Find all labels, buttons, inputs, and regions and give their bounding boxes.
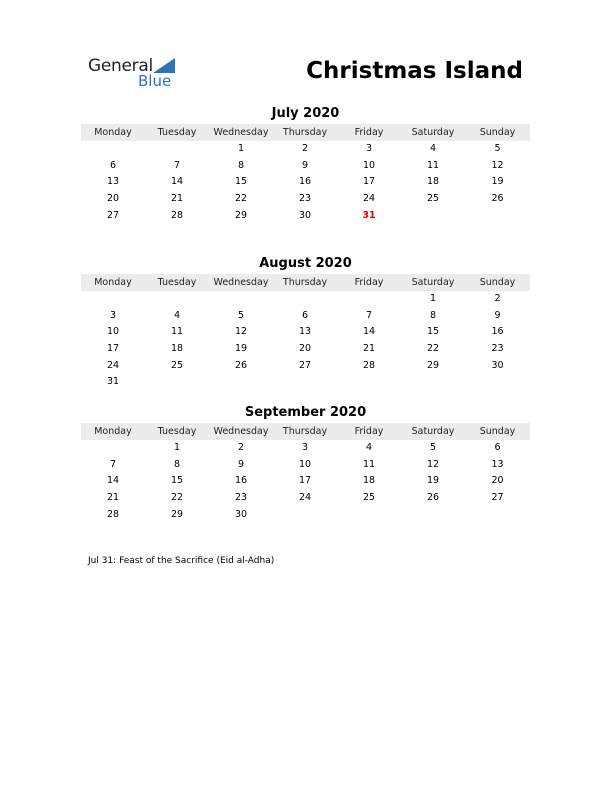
weekday-label: Friday xyxy=(354,127,384,138)
day-cell: 24 xyxy=(298,492,312,504)
week-row xyxy=(81,473,530,490)
day-cell xyxy=(209,374,273,391)
day-cell: 12 xyxy=(426,458,440,470)
weekday-label: Monday xyxy=(94,127,132,138)
day-cell xyxy=(273,291,337,308)
day-cell: 20 xyxy=(298,343,312,355)
holiday-day-cell: 31 xyxy=(362,209,376,221)
day-cell: 24 xyxy=(362,193,376,205)
day-cell: 12 xyxy=(491,159,504,171)
weekday-header xyxy=(81,124,530,141)
day-cell: 15 xyxy=(426,326,440,338)
weekday-label: Monday xyxy=(94,277,132,288)
day-cell: 27 xyxy=(298,359,312,371)
day-cell xyxy=(273,507,337,524)
week-row xyxy=(81,341,530,358)
day-cell: 30 xyxy=(234,508,248,520)
weekday-label: Tuesday xyxy=(157,426,197,437)
month-september xyxy=(81,405,530,523)
day-cell: 20 xyxy=(491,475,504,487)
day-cell: 14 xyxy=(170,176,184,188)
day-cell: 1 xyxy=(173,442,181,453)
day-cell xyxy=(465,208,530,225)
day-cell: 29 xyxy=(170,508,184,520)
day-cell: 11 xyxy=(362,458,376,470)
weekday-label: Saturday xyxy=(411,277,455,288)
day-cell: 16 xyxy=(298,176,312,188)
day-cell: 28 xyxy=(362,359,376,371)
day-cell: 14 xyxy=(362,326,376,338)
page-title: Christmas Island xyxy=(306,58,523,84)
day-cell: 30 xyxy=(491,359,504,371)
day-cell xyxy=(337,507,401,524)
day-cell xyxy=(401,208,465,225)
day-cell: 14 xyxy=(106,475,120,487)
day-cell: 15 xyxy=(170,475,184,487)
weekday-label: Wednesday xyxy=(213,127,269,138)
day-cell: 7 xyxy=(173,159,181,171)
day-cell: 19 xyxy=(491,176,504,188)
day-cell: 20 xyxy=(106,193,120,205)
day-cell: 26 xyxy=(426,492,440,504)
day-cell: 5 xyxy=(429,442,437,453)
day-cell: 10 xyxy=(106,326,120,338)
weekday-label: Tuesday xyxy=(157,127,197,138)
day-cell: 6 xyxy=(109,159,117,171)
day-cell: 23 xyxy=(234,492,248,504)
day-cell xyxy=(81,440,145,457)
month-august xyxy=(81,256,530,391)
day-cell xyxy=(337,374,401,391)
week-row xyxy=(81,191,530,208)
day-cell: 3 xyxy=(301,442,309,453)
day-cell: 27 xyxy=(106,209,120,221)
day-cell: 29 xyxy=(234,209,248,221)
day-cell: 26 xyxy=(234,359,248,371)
day-cell: 8 xyxy=(237,159,245,171)
logo-word-blue: Blue xyxy=(138,72,172,90)
day-cell: 2 xyxy=(494,293,501,304)
day-cell: 28 xyxy=(106,508,120,520)
weekday-label: Wednesday xyxy=(213,277,269,288)
day-cell: 12 xyxy=(234,326,248,338)
day-cell: 4 xyxy=(365,442,373,453)
day-cell: 28 xyxy=(170,209,184,221)
week-row xyxy=(81,374,530,391)
day-cell: 1 xyxy=(237,143,245,154)
day-cell: 21 xyxy=(170,193,184,205)
weekday-header xyxy=(81,423,530,440)
week-row xyxy=(81,208,530,225)
day-cell: 4 xyxy=(429,143,437,154)
weekday-label: Friday xyxy=(354,426,384,437)
day-cell: 7 xyxy=(365,309,373,321)
weekday-label: Thursday xyxy=(282,127,328,138)
month-title: September 2020 xyxy=(244,405,367,420)
day-cell: 29 xyxy=(426,359,440,371)
day-cell: 2 xyxy=(237,442,245,453)
day-cell xyxy=(465,507,530,524)
week-row xyxy=(81,291,530,308)
week-row xyxy=(81,324,530,341)
day-cell xyxy=(145,374,209,391)
weekday-label: Friday xyxy=(354,277,384,288)
day-cell: 6 xyxy=(301,309,309,321)
day-cell: 13 xyxy=(106,176,120,188)
day-cell: 13 xyxy=(491,458,504,470)
day-cell: 5 xyxy=(494,143,501,154)
day-cell: 25 xyxy=(362,492,376,504)
day-cell: 13 xyxy=(298,326,312,338)
month-title: August 2020 xyxy=(259,256,352,271)
day-cell: 5 xyxy=(237,309,245,321)
month-title: July 2020 xyxy=(271,106,340,121)
day-cell: 6 xyxy=(494,442,501,453)
weekday-label: Saturday xyxy=(411,426,455,437)
day-cell: 18 xyxy=(170,343,184,355)
day-cell: 21 xyxy=(362,343,376,355)
day-cell: 30 xyxy=(298,209,312,221)
weekday-header xyxy=(81,274,530,291)
day-cell: 18 xyxy=(426,176,440,188)
weekday-label: Saturday xyxy=(411,127,455,138)
day-cell: 9 xyxy=(237,458,245,470)
weekday-label: Sunday xyxy=(479,127,516,138)
day-cell xyxy=(401,374,465,391)
day-cell: 27 xyxy=(491,492,504,504)
day-cell: 7 xyxy=(109,458,117,470)
week-row xyxy=(81,507,530,524)
holiday-note: Jul 31: Feast of the Sacrifice (Eid al-Adha) xyxy=(88,556,275,566)
day-cell: 11 xyxy=(170,326,184,338)
day-cell: 8 xyxy=(429,309,437,321)
weekday-label: Sunday xyxy=(479,277,516,288)
week-row xyxy=(81,141,530,158)
day-cell: 4 xyxy=(173,309,181,321)
week-row xyxy=(81,308,530,325)
day-cell: 31 xyxy=(106,376,120,388)
logo-triangle-icon xyxy=(153,58,175,73)
week-row xyxy=(81,457,530,474)
weekday-label: Thursday xyxy=(282,277,328,288)
day-cell: 10 xyxy=(298,458,312,470)
day-cell: 10 xyxy=(362,159,376,171)
day-cell: 24 xyxy=(106,359,120,371)
logo xyxy=(88,56,188,92)
day-cell: 17 xyxy=(362,176,376,188)
day-cell: 8 xyxy=(173,458,181,470)
day-cell: 1 xyxy=(429,293,437,304)
day-cell xyxy=(209,291,273,308)
day-cell: 3 xyxy=(109,309,117,321)
day-cell: 22 xyxy=(170,492,184,504)
week-row xyxy=(81,358,530,375)
weekday-label: Wednesday xyxy=(213,426,269,437)
logo-word-general: General xyxy=(88,56,153,76)
day-cell: 19 xyxy=(426,475,440,487)
day-cell: 16 xyxy=(234,475,248,487)
week-row xyxy=(81,490,530,507)
day-cell xyxy=(337,291,401,308)
day-cell: 9 xyxy=(494,309,501,321)
day-cell: 16 xyxy=(491,326,504,338)
day-cell: 22 xyxy=(426,343,440,355)
day-cell: 11 xyxy=(426,159,440,171)
day-cell xyxy=(81,141,145,158)
day-cell xyxy=(273,374,337,391)
weekday-label: Sunday xyxy=(479,426,516,437)
day-cell: 23 xyxy=(298,193,312,205)
day-cell xyxy=(465,374,530,391)
day-cell: 23 xyxy=(491,343,504,355)
week-row xyxy=(81,440,530,457)
day-cell: 22 xyxy=(234,193,248,205)
day-cell: 2 xyxy=(301,143,309,154)
day-cell: 3 xyxy=(365,143,373,154)
month-july xyxy=(81,106,530,224)
weekday-label: Thursday xyxy=(282,426,328,437)
day-cell: 17 xyxy=(106,343,120,355)
day-cell xyxy=(401,507,465,524)
day-cell xyxy=(145,291,209,308)
week-row xyxy=(81,174,530,191)
day-cell: 25 xyxy=(426,193,440,205)
week-row xyxy=(81,158,530,175)
day-cell: 26 xyxy=(491,193,504,205)
day-cell: 9 xyxy=(301,159,309,171)
day-cell: 17 xyxy=(298,475,312,487)
day-cell xyxy=(145,141,209,158)
weekday-label: Tuesday xyxy=(157,277,197,288)
day-cell: 15 xyxy=(234,176,248,188)
weekday-label: Monday xyxy=(94,426,132,437)
day-cell: 19 xyxy=(234,343,248,355)
day-cell xyxy=(81,291,145,308)
day-cell: 18 xyxy=(362,475,376,487)
day-cell: 25 xyxy=(170,359,184,371)
day-cell: 21 xyxy=(106,492,120,504)
